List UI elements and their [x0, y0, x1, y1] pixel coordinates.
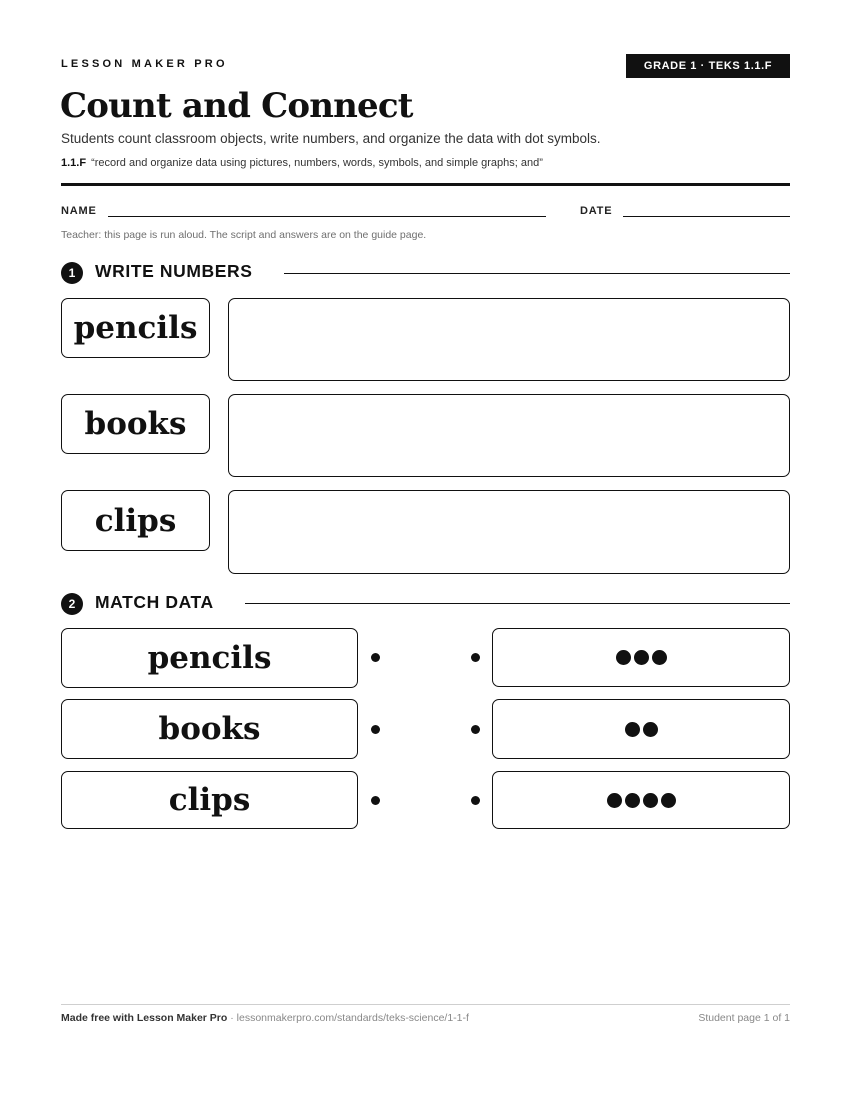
symbol-dot — [625, 793, 640, 808]
standard-line — [61, 157, 543, 169]
symbol-box-1 — [492, 628, 790, 687]
section-2-title: MATCH DATA — [95, 592, 214, 612]
match-word-books: books — [61, 699, 358, 759]
symbol-dot — [643, 722, 658, 737]
answer-box-clips[interactable] — [228, 490, 790, 574]
match-dot-left-clips[interactable] — [371, 796, 380, 805]
standard-text: “record and organize data using pictures, numbers, words, symbols, and simple graphs; and” — [91, 157, 543, 169]
match-word-clips: clips — [61, 771, 358, 829]
section-2-number: 2 — [61, 593, 83, 615]
footer-url[interactable]: lessonmakerpro.com/standards/teks-science/1-1-f — [236, 1012, 469, 1024]
teacher-note: Teacher: this page is run aloud. The script and answers are on the guide page. — [61, 229, 427, 241]
match-dot-left-books[interactable] — [371, 725, 380, 734]
footer-made-with: Made free with Lesson Maker Pro — [61, 1012, 228, 1024]
answer-box-pencils[interactable] — [228, 298, 790, 381]
word-card-books: books — [61, 394, 210, 454]
match-dot-right-1[interactable] — [471, 653, 480, 662]
name-label: NAME — [61, 205, 97, 217]
footer-credit — [61, 1012, 469, 1024]
header-divider — [61, 183, 790, 186]
match-dot-left-pencils[interactable] — [371, 653, 380, 662]
answer-box-books[interactable] — [228, 394, 790, 477]
page-title: Count and Connect — [60, 86, 413, 126]
name-field[interactable] — [108, 216, 546, 217]
section-1-title: WRITE NUMBERS — [95, 261, 253, 281]
section-1-number: 1 — [61, 262, 83, 284]
grade-badge: GRADE 1 · TEKS 1.1.F — [626, 54, 790, 78]
word-card-pencils: pencils — [61, 298, 210, 358]
date-label: DATE — [580, 205, 613, 217]
symbol-dot — [634, 650, 649, 665]
section-1-rule — [284, 273, 790, 274]
match-dot-right-3[interactable] — [471, 796, 480, 805]
standard-code: 1.1.F — [61, 157, 87, 169]
footer-separator: · — [227, 1012, 237, 1024]
word-card-clips: clips — [61, 490, 210, 551]
symbol-dot — [661, 793, 676, 808]
symbol-box-3 — [492, 771, 790, 829]
page-subtitle: Students count classroom objects, write numbers, and organize the data with dot symbols. — [61, 131, 601, 146]
brand-name: LESSON MAKER PRO — [61, 58, 228, 70]
symbol-dot — [652, 650, 667, 665]
symbol-box-2 — [492, 699, 790, 759]
match-word-pencils: pencils — [61, 628, 358, 688]
date-field[interactable] — [623, 216, 790, 217]
footer-page-number: Student page 1 of 1 — [698, 1012, 790, 1024]
symbol-dot — [616, 650, 631, 665]
symbol-dot — [643, 793, 658, 808]
match-dot-right-2[interactable] — [471, 725, 480, 734]
symbol-dot — [625, 722, 640, 737]
footer-divider — [61, 1004, 790, 1005]
section-2-rule — [245, 603, 790, 604]
symbol-dot — [607, 793, 622, 808]
